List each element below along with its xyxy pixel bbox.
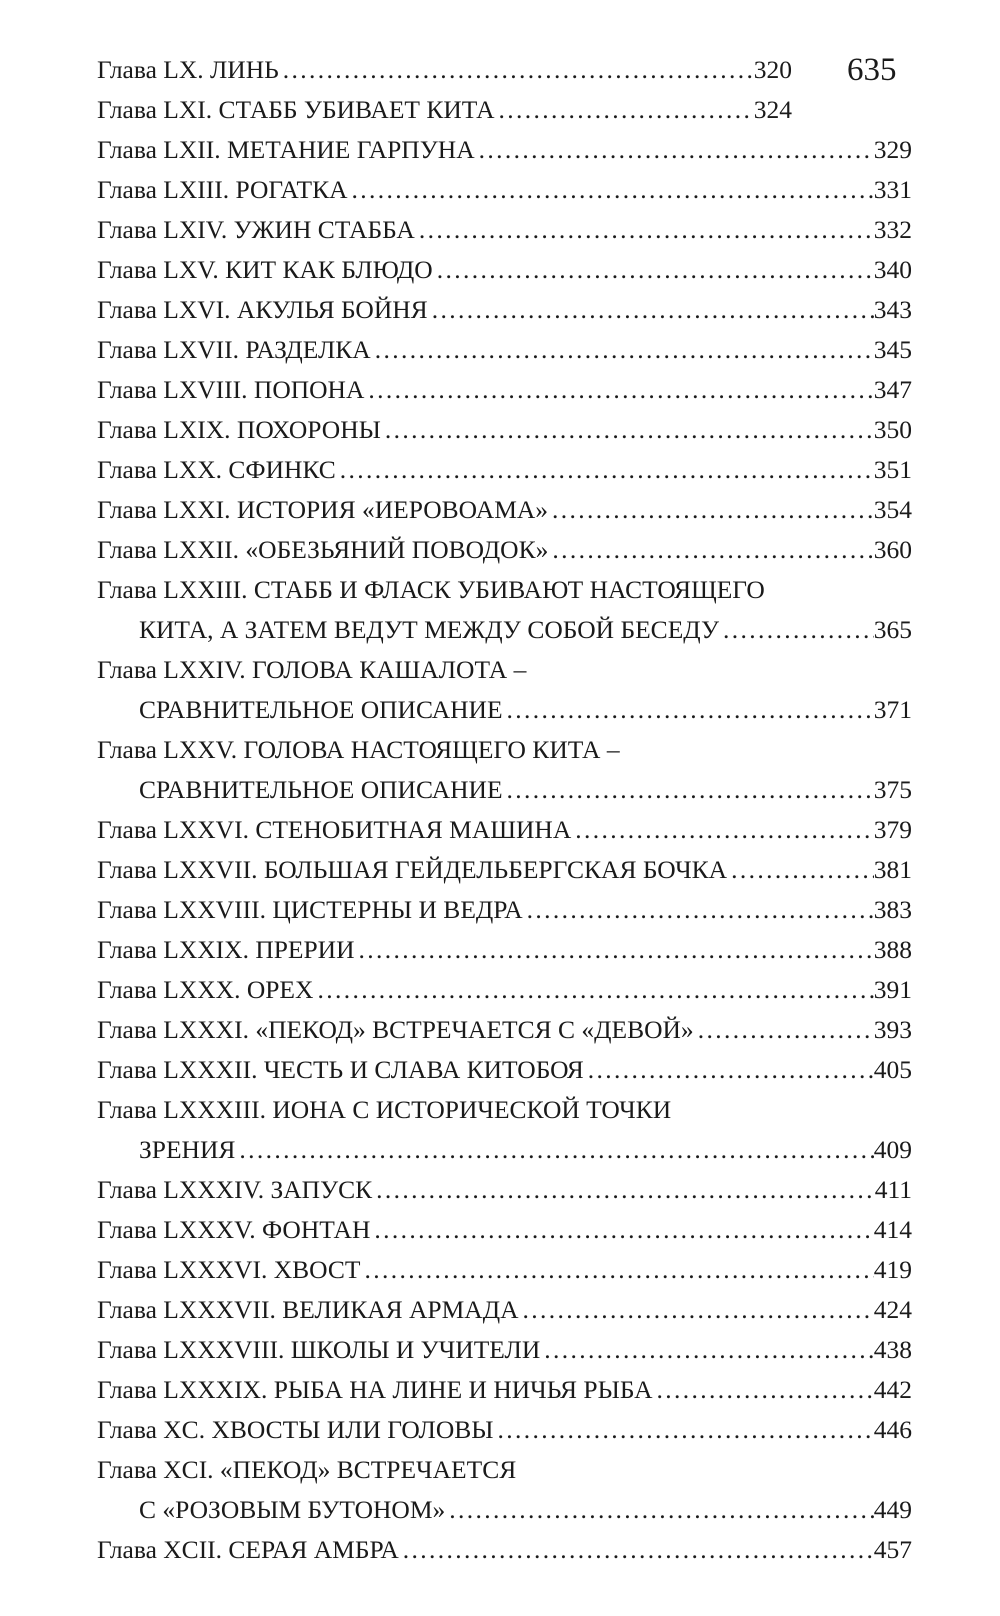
chapter-title: Глава LXXVI. СТЕНОБИТНАЯ МАШИНА [97,815,572,844]
chapter-page-number: 350 [873,415,912,444]
toc-line [97,1050,912,1090]
chapter-title: Глава LXXV. ГОЛОВА НАСТОЯЩЕГО КИТА – [97,735,620,764]
dot-leader [548,490,874,530]
toc-entry [97,930,912,970]
toc-entry [97,130,912,170]
chapter-page-number: 365 [873,615,912,644]
chapter-page-number: 446 [873,1415,912,1444]
chapter-page-number: 405 [873,1055,912,1084]
chapter-title: ЗРЕНИЯ [139,1135,236,1164]
toc-line [97,1370,912,1410]
chapter-title: Глава LXII. МЕТАНИЕ ГАРПУНА [97,135,475,164]
toc-line [97,490,912,530]
chapter-page-number: 442 [873,1375,912,1404]
chapter-page-number: 438 [873,1335,912,1364]
toc-entry [97,570,912,650]
toc-entry [97,1210,912,1250]
chapter-page-number: 354 [873,495,912,524]
toc-line [97,730,912,770]
toc-line [97,1010,912,1050]
chapter-title: Глава LXXX. ОРЕХ [97,975,314,1004]
dot-leader [653,1370,874,1410]
chapter-page-number: 340 [873,255,912,284]
dot-leader [475,130,874,170]
toc-entry [97,850,912,890]
toc-line [97,1530,912,1570]
toc-line [97,370,912,410]
toc-line [97,570,912,610]
dot-leader [279,50,754,90]
chapter-page-number: 345 [873,335,912,364]
dot-leader [364,370,873,410]
toc-line [97,1410,912,1450]
dot-leader [584,1050,874,1090]
chapter-page-number: 414 [873,1215,912,1244]
chapter-page-number: 393 [873,1015,912,1044]
toc-line [97,1250,912,1290]
chapter-page-number: 375 [873,775,912,804]
toc-entry [97,1250,912,1290]
toc-entry [97,1010,912,1050]
chapter-page-number: 449 [873,1495,912,1524]
toc-line [97,1170,912,1210]
chapter-page-number: 332 [873,215,912,244]
dot-leader [313,970,873,1010]
toc-line [97,1490,912,1530]
dot-leader [523,890,874,930]
toc-entry [97,210,912,250]
chapter-title: Глава LXV. КИТ КАК БЛЮДО [97,255,433,284]
toc-entry [97,90,912,130]
chapter-page-number: 320 [753,55,792,84]
chapter-title: Глава LXXII. «ОБЕЗЬЯНИЙ ПОВОДОК» [97,535,549,564]
dot-leader [372,1170,875,1210]
dot-leader [370,1210,873,1250]
dot-leader [235,1130,873,1170]
chapter-title: Глава LXXXIX. РЫБА НА ЛИНЕ И НИЧЬЯ РЫБА [97,1375,653,1404]
chapter-page-number: 343 [873,295,912,324]
toc-entry [97,1450,912,1530]
chapter-title: Глава XC. ХВОСТЫ ИЛИ ГОЛОВЫ [97,1415,494,1444]
chapter-page-number: 383 [873,895,912,924]
toc-entry [97,490,912,530]
chapter-title: КИТА, А ЗАТЕМ ВЕДУТ МЕЖДУ СОБОЙ БЕСЕДУ [139,615,720,644]
toc-line [97,770,912,810]
toc-entry [97,50,912,90]
dot-leader [495,90,754,130]
chapter-page-number: 409 [873,1135,912,1164]
chapter-title: Глава LXXVII. БОЛЬШАЯ ГЕЙДЕЛЬБЕРГСКАЯ БОЧКА [97,855,728,884]
chapter-title: Глава LXXVIII. ЦИСТЕРНЫ И ВЕДРА [97,895,523,924]
toc-line [97,890,912,930]
chapter-title: Глава LXXIV. ГОЛОВА КАШАЛОТА – [97,655,527,684]
chapter-page-number: 329 [873,135,912,164]
toc-entry [97,410,912,450]
toc-entry [97,1410,912,1450]
dot-leader [503,690,874,730]
chapter-title: Глава LXXXVII. ВЕЛИКАЯ АРМАДА [97,1295,519,1324]
chapter-title: Глава LXIII. РОГАТКА [97,175,348,204]
chapter-page-number: 360 [873,535,912,564]
toc-line [97,810,912,850]
dot-leader [571,810,874,850]
toc-entry [97,890,912,930]
dot-leader [494,1410,874,1450]
chapter-title: Глава LXXXII. ЧЕСТЬ И СЛАВА КИТОБОЯ [97,1055,584,1084]
chapter-title: Глава XCI. «ПЕКОД» ВСТРЕЧАЕТСЯ [97,1455,517,1484]
toc-line [97,290,912,330]
toc-line [97,450,912,490]
toc-entry [97,650,912,730]
toc-line [97,1450,912,1490]
toc-entry [97,810,912,850]
toc-entry [97,450,912,490]
toc-entry [97,330,912,370]
toc-line [97,1090,912,1130]
dot-leader [371,330,874,370]
dot-leader [694,1010,874,1050]
toc-line [97,410,912,450]
dot-leader [336,450,874,490]
toc-line [97,250,912,290]
chapter-page-number: 371 [873,695,912,724]
toc-entry [97,530,912,570]
chapter-title: С «РОЗОВЫМ БУТОНОМ» [139,1495,446,1524]
dot-leader [348,170,874,210]
dot-leader [727,850,874,890]
chapter-page-number: 419 [873,1255,912,1284]
toc-line [97,210,912,250]
dot-leader [428,290,874,330]
toc-entry [97,290,912,330]
toc-line [97,1330,912,1370]
chapter-page-number: 379 [873,815,912,844]
toc-line [97,1130,912,1170]
toc-line [97,930,912,970]
dot-leader [399,1530,874,1570]
chapter-title: Глава LXXIII. СТАББ И ФЛАСК УБИВАЮТ НАСТОЯЩЕГО [97,575,765,604]
toc-line [97,330,912,370]
page-number: 635 [847,52,897,88]
toc-line [97,1290,912,1330]
chapter-title: СРАВНИТЕЛЬНОЕ ОПИСАНИЕ [139,775,503,804]
dot-leader [540,1330,874,1370]
chapter-title: Глава LXXXV. ФОНТАН [97,1215,371,1244]
table-of-contents [97,50,912,1570]
chapter-title: Глава LXVIII. ПОПОНА [97,375,365,404]
dot-leader [719,610,874,650]
chapter-title: Глава LXXXI. «ПЕКОД» ВСТРЕЧАЕТСЯ С «ДЕВОЙ» [97,1015,694,1044]
chapter-page-number: 331 [873,175,912,204]
chapter-title: Глава LXI. СТАББ УБИВАЕТ КИТА [97,95,495,124]
chapter-title: Глава LXIV. УЖИН СТАББА [97,215,415,244]
chapter-title: Глава LXXXVI. ХВОСТ [97,1255,361,1284]
toc-line [97,850,912,890]
chapter-title: Глава LXXXIII. ИОНА С ИСТОРИЧЕСКОЙ ТОЧКИ [97,1095,672,1124]
toc-line [97,130,912,170]
chapter-title: СРАВНИТЕЛЬНОЕ ОПИСАНИЕ [139,695,503,724]
chapter-page-number: 424 [873,1295,912,1324]
toc-line [97,530,912,570]
toc-entry [97,1050,912,1090]
toc-entry [97,730,912,810]
chapter-title: Глава LX. ЛИНЬ [97,55,279,84]
toc-line [97,690,912,730]
chapter-title: Глава LXIX. ПОХОРОНЫ [97,415,381,444]
toc-line [97,170,912,210]
toc-entry [97,970,912,1010]
toc-entry [97,1530,912,1570]
toc-entry [97,1170,912,1210]
dot-leader [503,770,874,810]
chapter-page-number: 351 [873,455,912,484]
chapter-page-number: 388 [873,935,912,964]
chapter-page-number: 457 [873,1535,912,1564]
chapter-page-number: 347 [873,375,912,404]
chapter-page-number: 381 [873,855,912,884]
chapter-title: Глава LXX. СФИНКС [97,455,336,484]
dot-leader [548,530,873,570]
chapter-page-number: 324 [753,95,792,124]
dot-leader [355,930,874,970]
toc-entry [97,1370,912,1410]
dot-leader [360,1250,873,1290]
toc-line [97,610,912,650]
toc-entry [97,170,912,210]
toc-line [97,50,792,90]
toc-line [97,970,912,1010]
toc-entry [97,370,912,410]
chapter-title: Глава LXVII. РАЗДЕЛКА [97,335,371,364]
chapter-page-number: 391 [873,975,912,1004]
chapter-title: Глава LXXI. ИСТОРИЯ «ИЕРОВОАМА» [97,495,549,524]
dot-leader [445,1490,874,1530]
chapter-page-number: 411 [874,1175,912,1204]
toc-entry [97,1330,912,1370]
chapter-title: Глава XCII. СЕРАЯ АМБРА [97,1535,399,1564]
toc-line [97,90,792,130]
dot-leader [519,1290,874,1330]
dot-leader [381,410,874,450]
chapter-title: Глава LXXIX. ПРЕРИИ [97,935,355,964]
toc-line [97,650,912,690]
toc-line [97,1210,912,1250]
dot-leader [415,210,874,250]
chapter-title: Глава LXXXVIII. ШКОЛЫ И УЧИТЕЛИ [97,1335,541,1364]
toc-entry [97,1090,912,1170]
toc-entry [97,250,912,290]
chapter-title: Глава LXXXIV. ЗАПУСК [97,1175,373,1204]
toc-entry [97,1290,912,1330]
chapter-title: Глава LXVI. АКУЛЬЯ БОЙНЯ [97,295,428,324]
dot-leader [433,250,874,290]
